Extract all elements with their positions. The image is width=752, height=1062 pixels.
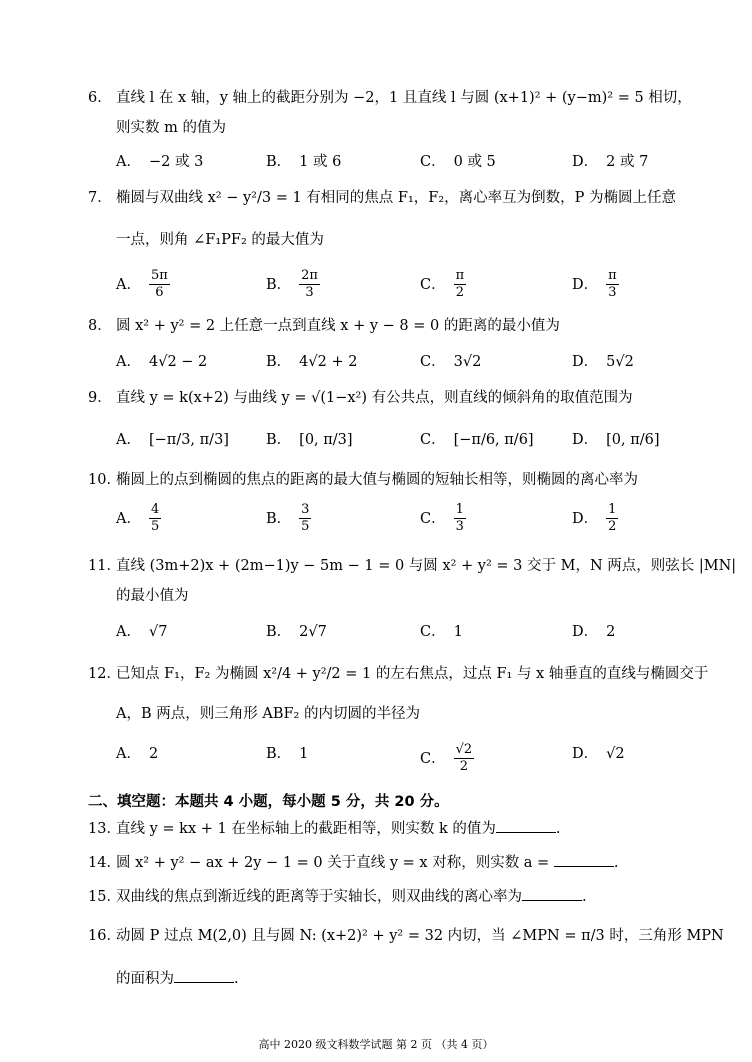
question-text: 直线 (3m+2)x + (2m−1)y − 5m − 1 = 0 与圆 x² + y² = 3 交于 M，N 两点，则弦长 |MN| bbox=[116, 558, 737, 574]
option-a: A． $\frac{4}{5}$ bbox=[116, 502, 160, 534]
option-c: C． $\frac{1}{3}$ bbox=[420, 502, 464, 534]
question-number: 11． bbox=[88, 558, 121, 574]
question-text: 椭圆上的点到椭圆的焦点的距离的最大值与椭圆的短轴长相等，则椭圆的离心率为 bbox=[116, 472, 638, 488]
option-d: D． [0, π/6] bbox=[572, 432, 660, 448]
answer-blank[interactable] bbox=[522, 886, 582, 901]
option-c: C． 3√2 bbox=[420, 354, 482, 370]
question-7-cont: 一点，则角 ∠F₁PF₂ 的最大值为 bbox=[116, 232, 324, 248]
question-text: 已知点 F₁，F₂ 为椭圆 x²/4 + y²/2 = 1 的左右焦点，过点 F₁ 与 x 轴垂直的直线与椭圆交于 bbox=[116, 666, 709, 682]
question-text: 直线 l 在 x 轴，y 轴上的截距分别为 −2，1 且直线 l 与圆 (x+1)² + (y−m)² = 5 相切， bbox=[116, 90, 692, 106]
question-text: 圆 x² + y² = 2 上任意一点到直线 x + y − 8 = 0 的距离的最小值为 bbox=[116, 318, 560, 334]
question-11-cont: 的最小值为 bbox=[116, 588, 189, 604]
section-heading: 二、填空题：本题共 4 小题，每小题 5 分，共 20 分。 bbox=[88, 794, 449, 810]
question-number: 13． bbox=[88, 821, 121, 837]
answer-blank[interactable] bbox=[174, 968, 234, 983]
question-11 bbox=[88, 556, 737, 576]
question-number: 10． bbox=[88, 472, 121, 488]
page-footer: 高中 2020 级文科数学试题 第 2 页 （共 4 页） bbox=[258, 1038, 494, 1051]
option-d: D． 2 bbox=[572, 624, 616, 640]
option-b: B． [0, π/3] bbox=[266, 432, 353, 448]
question-8 bbox=[88, 316, 688, 336]
question-number: 6． bbox=[88, 90, 112, 106]
option-c: C． $\frac{√2}{2}$ bbox=[420, 742, 473, 774]
question-text: 直线 y = k(x+2) 与曲线 y = √(1−x²) 有公共点，则直线的倾斜角的取值范围为 bbox=[116, 390, 633, 406]
option-b: B． 1 或 6 bbox=[266, 154, 342, 170]
option-a: A． 4√2 − 2 bbox=[116, 354, 208, 370]
option-d: D． 2 或 7 bbox=[572, 154, 649, 170]
question-number: 14． bbox=[88, 855, 121, 871]
question-number: 12． bbox=[88, 666, 121, 682]
question-13: 13．直线 y = kx + 1 在坐标轴上的截距相等，则实数 k 的值为 . bbox=[88, 818, 688, 839]
question-11-options bbox=[116, 620, 716, 660]
question-number: 15． bbox=[88, 889, 121, 905]
question-text: 动圆 P 过点 M(2,0) 且与圆 N: (x+2)² + y² = 32 内切，当 ∠MPN = π/3 时，三角形 MPN bbox=[116, 928, 724, 944]
question-16-cont: 的面积为 . bbox=[116, 968, 239, 989]
question-7-options bbox=[116, 268, 716, 308]
option-a: A． −2 或 3 bbox=[116, 154, 204, 170]
question-12-options bbox=[116, 742, 716, 782]
option-d: D． $\frac{\pi}{3}$ bbox=[572, 268, 617, 300]
option-c: C． [−π/6, π/6] bbox=[420, 432, 534, 448]
question-text: 直线 y = kx + 1 在坐标轴上的截距相等，则实数 k 的值为 bbox=[116, 821, 496, 837]
question-7 bbox=[88, 188, 688, 208]
question-6-cont: 则实数 m 的值为 bbox=[116, 120, 226, 136]
question-number: 16． bbox=[88, 928, 121, 944]
question-text: 双曲线的焦点到渐近线的距离等于实轴长，则双曲线的离心率为 bbox=[116, 889, 522, 905]
question-6-options bbox=[116, 150, 716, 190]
option-c: C． $\frac{\pi}{2}$ bbox=[420, 268, 465, 300]
question-12 bbox=[88, 664, 709, 684]
answer-blank[interactable] bbox=[554, 852, 614, 867]
question-text: 圆 x² + y² − ax + 2y − 1 = 0 关于直线 y = x 对称，则实数 a = bbox=[116, 855, 550, 871]
option-d: D． $\frac{1}{2}$ bbox=[572, 502, 617, 534]
question-10 bbox=[88, 470, 688, 490]
option-b: B． 2√7 bbox=[266, 624, 327, 640]
option-d: D． √2 bbox=[572, 746, 625, 762]
option-c: C． 0 或 5 bbox=[420, 154, 496, 170]
option-b: B． 1 bbox=[266, 746, 309, 762]
question-number: 7． bbox=[88, 190, 112, 206]
answer-blank[interactable] bbox=[496, 818, 556, 833]
question-14: 14．圆 x² + y² − ax + 2y − 1 = 0 关于直线 y = x 对称，则实数 a = . bbox=[88, 852, 688, 873]
option-b: B． $\frac{3}{5}$ bbox=[266, 502, 310, 534]
question-9 bbox=[88, 388, 688, 408]
question-16 bbox=[88, 926, 724, 946]
question-number: 9． bbox=[88, 390, 112, 406]
question-12-cont: A，B 两点，则三角形 ABF₂ 的内切圆的半径为 bbox=[116, 706, 420, 722]
option-a: A． [−π/3, π/3] bbox=[116, 432, 229, 448]
option-d: D． 5√2 bbox=[572, 354, 634, 370]
option-c: C． 1 bbox=[420, 624, 463, 640]
option-b: B． $\frac{2\pi}{3}$ bbox=[266, 268, 318, 300]
question-6 bbox=[88, 88, 692, 108]
option-a: A． $\frac{5\pi}{6}$ bbox=[116, 268, 168, 300]
option-a: A． 2 bbox=[116, 746, 159, 762]
question-9-options bbox=[116, 428, 716, 468]
question-number: 8． bbox=[88, 318, 112, 334]
option-a: A． √7 bbox=[116, 624, 168, 640]
option-b: B． 4√2 + 2 bbox=[266, 354, 358, 370]
question-text: 椭圆与双曲线 x² − y²/3 = 1 有相同的焦点 F₁，F₂，离心率互为倒数，P 为椭圆上任意 bbox=[116, 190, 677, 206]
question-15: 15．双曲线的焦点到渐近线的距离等于实轴长，则双曲线的离心率为 . bbox=[88, 886, 688, 907]
question-10-options bbox=[116, 502, 716, 542]
question-8-options bbox=[116, 350, 716, 390]
